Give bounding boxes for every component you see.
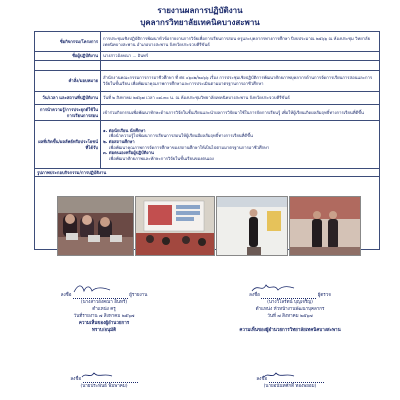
- bottom-right-sign-prefix: ลงชื่อ: [256, 377, 268, 382]
- label-date-place: วัน/เวลา และสถานที่ปฏิบัติงาน: [35, 92, 101, 105]
- outcome-text-1: เพื่อนำความรู้ไปพัฒนาการเรียนการสอนให้ผู้เรียนมีผลสัมฤทธิ์ทางการเรียนที่ดีขึ้น: [109, 133, 253, 139]
- value-application: เข้าร่วมกิจกรรมเพื่อพัฒนาทักษะด้านการวิจัยในชั้นเรียนและนำผลการวิจัยมาใช้ในการจัดการเรียนรู้ เพื่อให้ผู้เรียนเกิดผลสัมฤทธิ์ทางการเรียนที่ดีขึ้น: [101, 105, 380, 121]
- form-row-blank: [35, 61, 380, 71]
- value-order: สำนักงานคณะกรรมการการอาชีวศึกษา ที่ ศธ ๐๖๐๒/๒๐๖๖ เรื่อง การประชุมเชิงปฏิบัติการพัฒนาศักยภาพบุคลากรด้านการจัดการเรียนการสอนและการวิจัยในชั้นเรียน เพื่อพัฒนาคุณภาพการศึกษาและการประเมินตามมาตรฐานการอาชีวศึกษา: [101, 71, 380, 92]
- outcome-heading-3: ๓. ต่อตนเองหรือผู้ปฏิบัติงาน: [103, 150, 154, 156]
- outcome-text-3: เพื่อพัฒนาศักยภาพและทักษะการวิจัยในชั้นเรียนของตนเอง: [109, 155, 214, 161]
- activity-photo-4: [289, 196, 361, 256]
- checker-position: ตำแหน่ง หัวหน้างานพัฒนาบุคลากร: [255, 307, 325, 312]
- form-row-outcome: [35, 121, 380, 169]
- value-outcome: [101, 121, 380, 169]
- label-activity: ชื่อกิจกรรม/โครงการ: [35, 32, 101, 52]
- outcome-heading-1: ๑. ต่อนักเรียน นักศึกษา: [103, 127, 146, 133]
- institution-name: บุคลากรวิทยาลัยเทคนิคบางสะพาน: [140, 18, 260, 27]
- value-activity: การประชุมเชิงปฏิบัติการพัฒนาหัวข้อรายงานการวิจัยเพื่อการเรียนการสอน ครูและบุคลากรทางการศึกษา ปีงบประมาณ ๒๕๖๖ ณ ห้องประชุม วิทยาลัยเทคนิคบางสะพาน อำเภอบางสะพาน จังหวัดประจวบคีรีขันธ์: [101, 32, 380, 52]
- form-row-name: [35, 52, 380, 61]
- label-application: การนำความรู้/การประยุกต์ใช้ในการเรียนการสอน: [35, 105, 101, 121]
- form-row-application: [35, 105, 380, 121]
- signature-block-checker: [210, 292, 370, 334]
- bottom-left-handwritten-signature: [80, 370, 114, 380]
- checker-role: ผู้ตรวจ: [317, 293, 331, 298]
- value-name: นางสาวอังคณา ... อินทร์: [101, 52, 380, 61]
- photos-header: รูปภาพประกอบกิจกรรม/การปฏิบัติงาน: [35, 169, 380, 177]
- director-opinion-label-left: ความเห็นของผู้อำนวยการ: [78, 321, 130, 326]
- label-outcome: ผลที่เกิดขึ้น/ผลลัพธ์หรือประโยชน์ที่ได้รับ: [35, 121, 101, 169]
- director-opinion-value: ทราบ/อนุมัติ: [91, 328, 117, 333]
- bottom-left-name: (นายประพันธ์ พิมพาคม): [80, 384, 128, 389]
- reporter-handwritten-signature: [72, 283, 112, 295]
- photo-1-image: [58, 197, 133, 255]
- value-date-place: วันที่ ๒ สิงหาคม ๒๕๖๗ เวลา ๐๘.๓๐ น. ณ ห้องประชุมวิทยาลัยเทคนิคบางสะพาน จังหวัดประจวบคีรีขันธ์: [101, 92, 380, 105]
- checker-sign-prefix: ลงชื่อ: [249, 293, 260, 298]
- label-name: ชื่อผู้ปฏิบัติงาน: [35, 52, 101, 61]
- value-blank: [101, 61, 380, 71]
- director-opinion-label-right: ความเห็นของผู้อำนวยการวิทยาลัยเทคนิคบางสะพาน: [239, 328, 341, 333]
- reporter-position: ตำแหน่ง ครู: [92, 307, 116, 312]
- outcome-text-2: เพื่อพัฒนาคุณภาพการจัดการศึกษาของสถานศึกษาให้เป็นไปตามมาตรฐานการอาชีวศึกษา: [109, 144, 270, 150]
- report-title: รายงานผลการปฏิบัติงาน: [157, 6, 243, 15]
- reporter-name: (นางสาวอังคณา อินทร์): [80, 300, 128, 305]
- checker-handwritten-signature: [250, 281, 296, 295]
- label-order: คำสั่ง/มอบหมาย: [35, 71, 101, 92]
- checker-name: (นางวิไลรัตน์ บุญเจริญ): [267, 300, 313, 305]
- photo-4-image: [290, 197, 360, 255]
- reporter-sign-prefix: ลงชื่อ: [60, 293, 72, 298]
- reporter-date: วันที่รายงาน ๗ สิงหาคม ๒๕๖๗: [73, 314, 135, 319]
- signature-block-reporter: [34, 292, 174, 334]
- photo-3-image: [217, 197, 287, 255]
- form-row-photos-header: [35, 169, 380, 177]
- activity-photo-2: [135, 196, 215, 256]
- reporter-role: ผู้รายงาน: [129, 293, 148, 298]
- outcome-heading-2: ๒. ต่อสถานศึกษา: [103, 138, 135, 144]
- form-row-activity: [35, 32, 380, 52]
- activity-photo-1: [57, 196, 134, 256]
- form-row-date-place: [35, 92, 380, 105]
- label-blank: [35, 61, 101, 71]
- activity-photo-3: [216, 196, 288, 256]
- photo-2-image: [136, 197, 214, 255]
- checker-date: วันที่ ๗ สิงหาคม ๒๕๖๗: [267, 314, 313, 319]
- bottom-right-handwritten-signature: [262, 370, 296, 380]
- bottom-right-name: (นายอนันทศักดิ์ ทองพยอม): [263, 384, 317, 389]
- bottom-left-sign-prefix: ลงชื่อ: [70, 377, 82, 382]
- form-row-order: [35, 71, 380, 92]
